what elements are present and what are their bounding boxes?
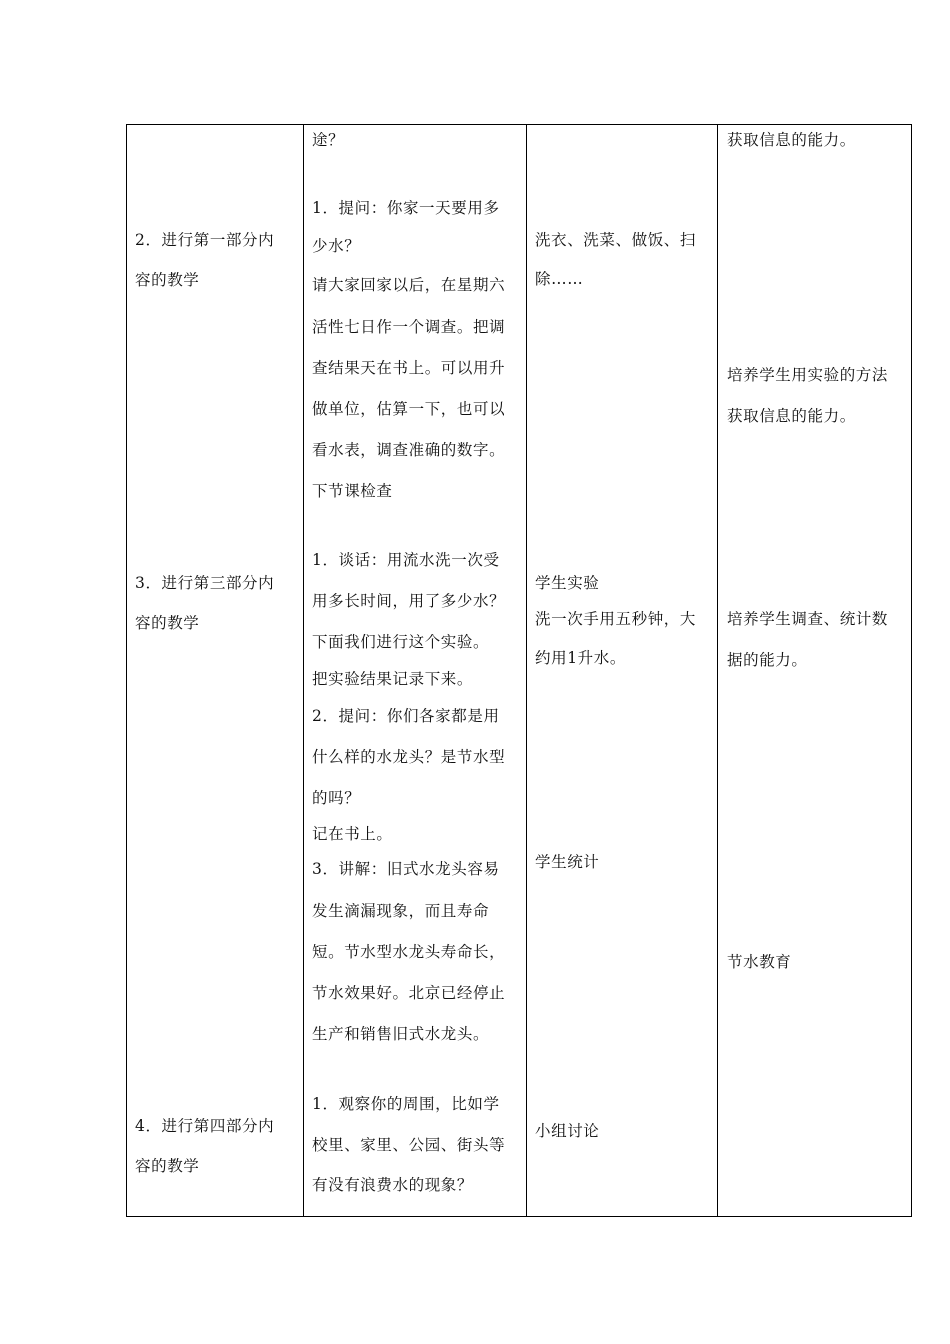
activity-line: 请大家回家以后，在星期六 — [312, 276, 506, 294]
student-line: 约用1升水。 — [535, 649, 626, 667]
activity-line: 看水表，调查准确的数字。 — [312, 441, 506, 459]
activity-line: 生产和销售旧式水龙头。 — [312, 1025, 490, 1043]
activity-line: 2．提问：你们各家都是用 — [312, 707, 500, 725]
step-label: 4．进行第四部分内 — [135, 1117, 275, 1135]
student-line: 学生统计 — [535, 853, 600, 871]
activity-line: 做单位，估算一下，也可以 — [312, 400, 506, 418]
step-label: 容的教学 — [135, 271, 200, 289]
activity-line: 查结果天在书上。可以用升 — [312, 359, 506, 377]
student-line: 除…… — [535, 270, 584, 288]
step-label: 容的教学 — [135, 1157, 200, 1175]
activity-line: 有没有浪费水的现象？ — [312, 1176, 474, 1194]
intent-line: 获取信息的能力。 — [727, 407, 856, 425]
activity-line: 的吗？ — [312, 789, 361, 807]
activity-line: 用多长时间，用了多少水？ — [312, 592, 506, 610]
intent-line: 据的能力。 — [727, 651, 808, 669]
activity-line: 1．提问：你家一天要用多 — [312, 199, 500, 217]
student-line: 洗衣、洗菜、做饭、扫 — [535, 231, 697, 249]
step-label: 3．进行第三部分内 — [135, 574, 275, 592]
activity-line: 下节课检查 — [312, 482, 393, 500]
column-divider — [717, 125, 718, 1216]
activity-line: 下面我们进行这个实验。 — [312, 633, 490, 651]
column-divider — [526, 125, 527, 1216]
activity-line: 节水效果好。北京已经停止 — [312, 984, 506, 1002]
activity-line: 3．讲解：旧式水龙头容易 — [312, 860, 500, 878]
activity-line: 少水？ — [312, 237, 361, 255]
activity-line: 途？ — [312, 131, 345, 149]
step-label: 容的教学 — [135, 614, 200, 632]
activity-line: 把实验结果记录下来。 — [312, 670, 474, 688]
activity-line: 活性七日作一个调查。把调 — [312, 318, 506, 336]
activity-line: 校里、家里、公园、街头等 — [312, 1136, 506, 1154]
student-line: 洗一次手用五秒钟，大 — [535, 610, 697, 628]
activity-line: 1．观察你的周围，比如学 — [312, 1095, 500, 1113]
lesson-plan-table — [126, 124, 912, 1217]
student-line: 小组讨论 — [535, 1122, 600, 1140]
activity-line: 短。节水型水龙头寿命长， — [312, 943, 506, 961]
intent-line: 获取信息的能力。 — [727, 131, 856, 149]
step-label: 2．进行第一部分内 — [135, 231, 275, 249]
intent-line: 培养学生用实验的方法 — [727, 366, 889, 384]
activity-line: 记在书上。 — [312, 825, 393, 843]
student-line: 学生实验 — [535, 574, 600, 592]
intent-line: 节水教育 — [727, 953, 792, 971]
activity-line: 发生滴漏现象，而且寿命 — [312, 902, 490, 920]
activity-line: 1．谈话：用流水洗一次受 — [312, 551, 500, 569]
activity-line: 什么样的水龙头？是节水型 — [312, 748, 506, 766]
intent-line: 培养学生调查、统计数 — [727, 610, 889, 628]
column-divider — [303, 125, 304, 1216]
